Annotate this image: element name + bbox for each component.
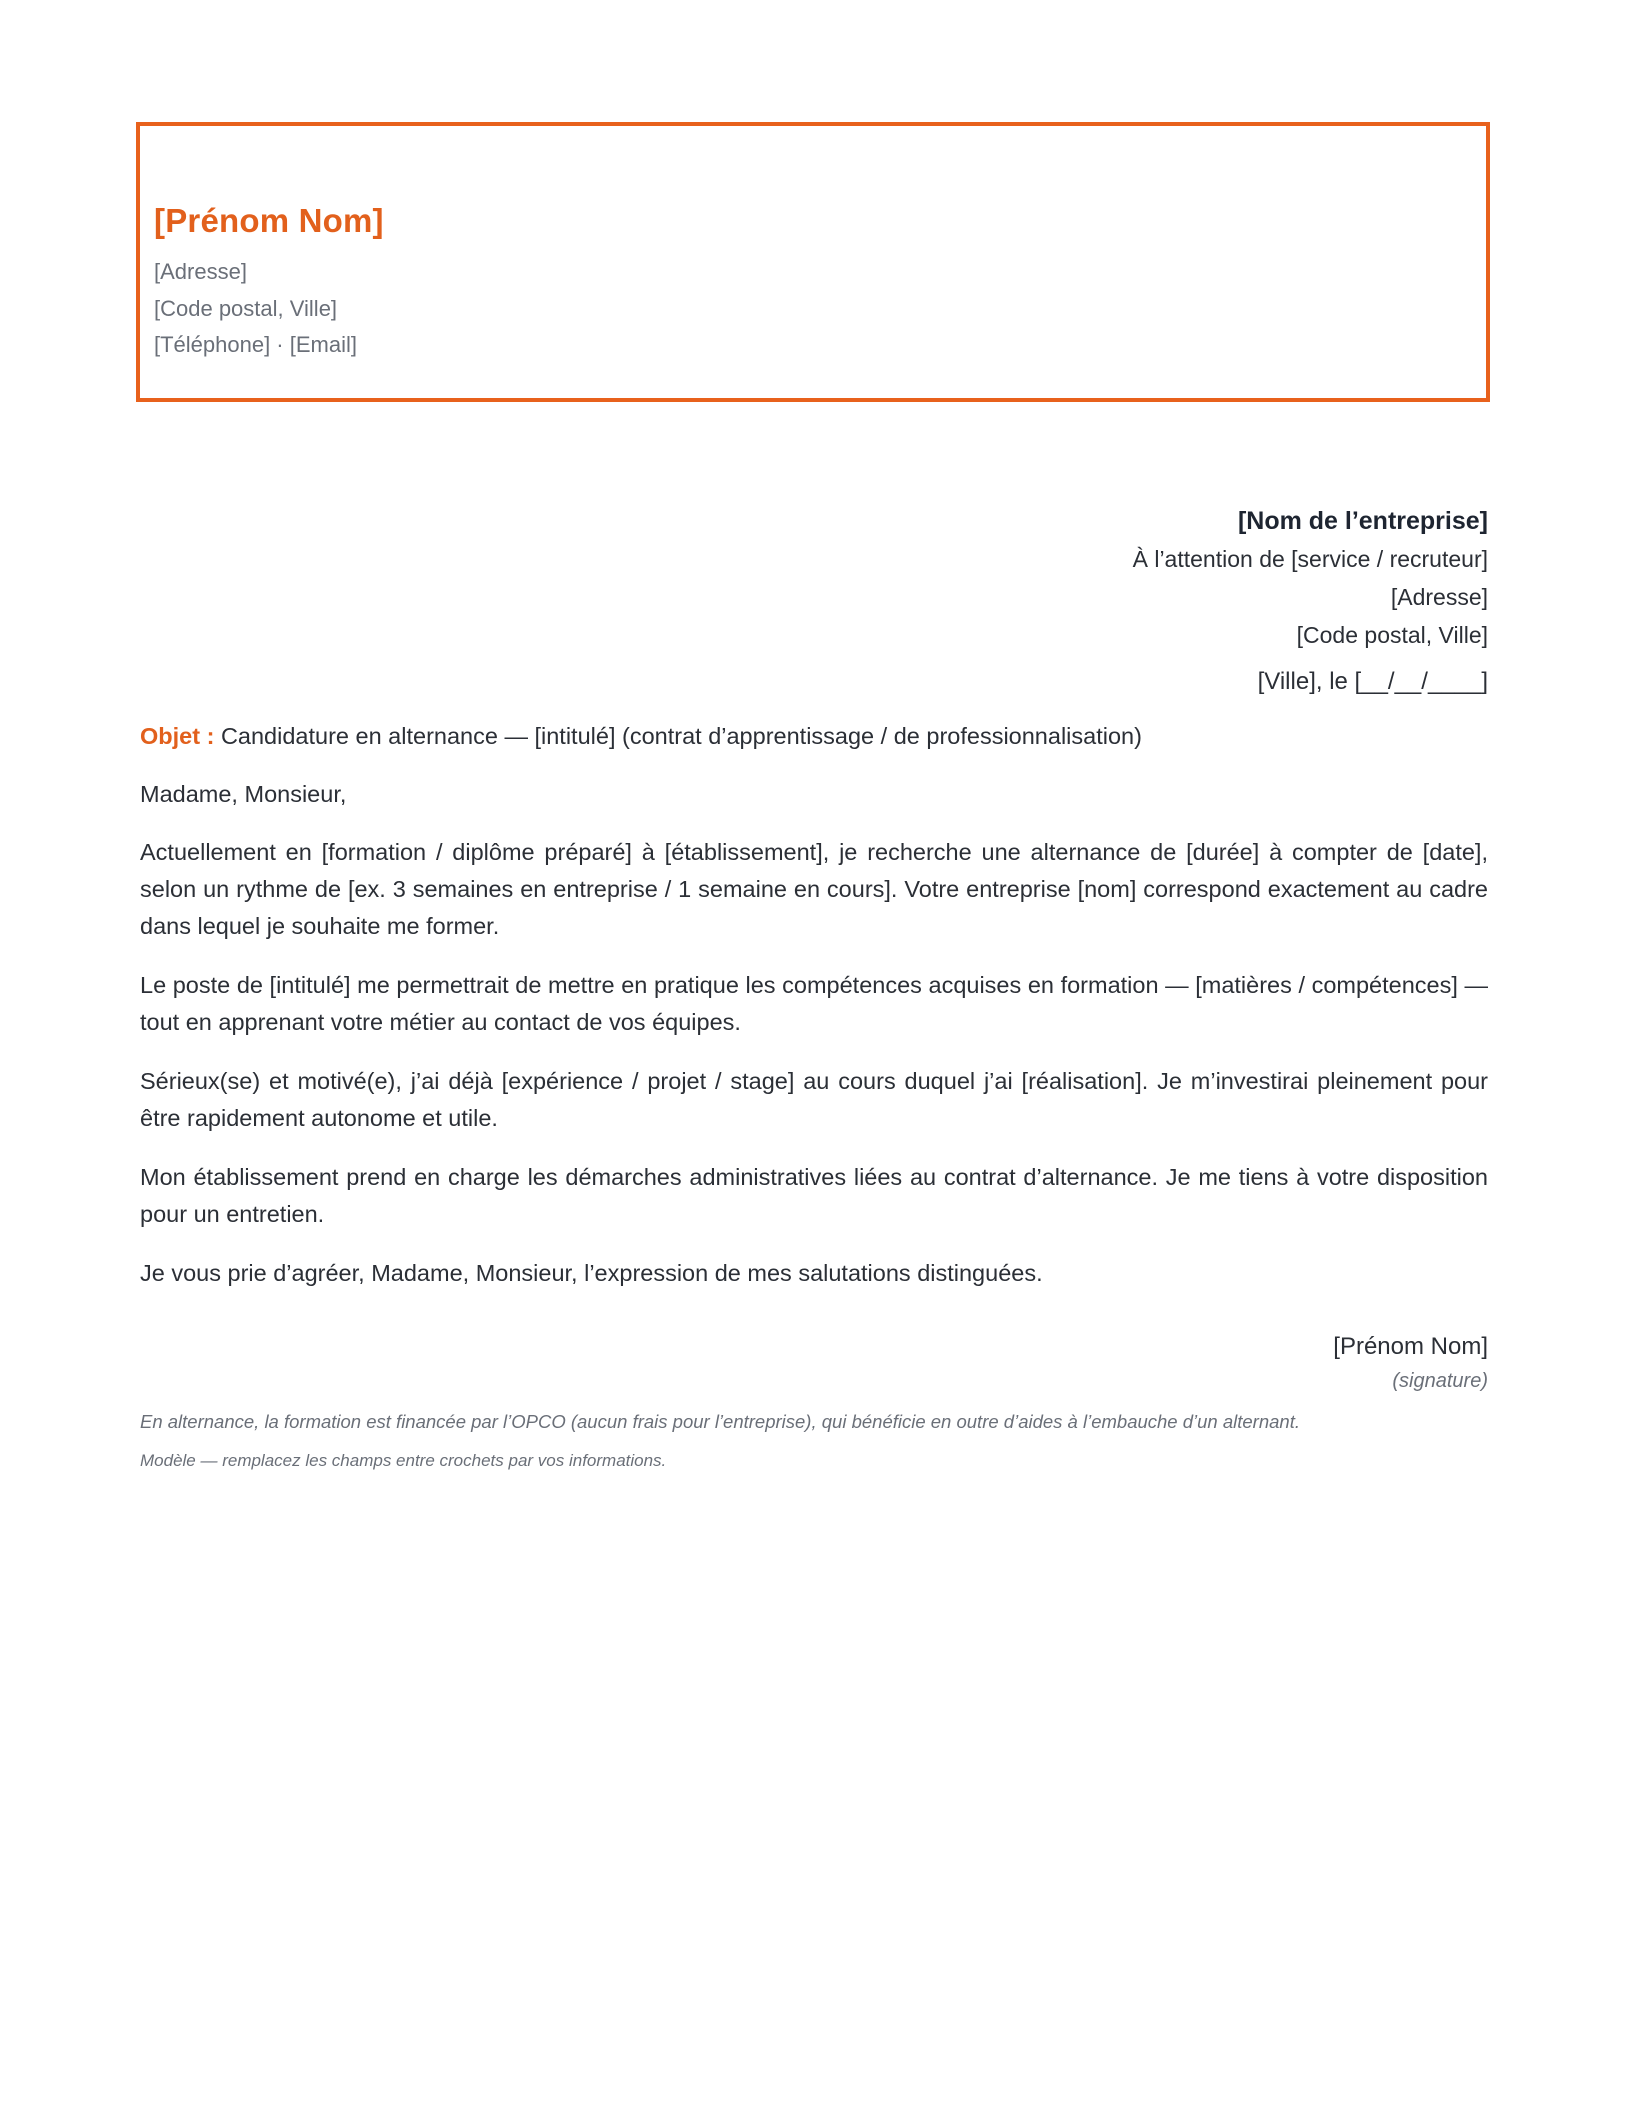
salutation: Madame, Monsieur, — [140, 781, 347, 807]
sender-city: [Code postal, Ville] — [154, 295, 338, 321]
sender-contact: [Téléphone] · [Email] — [154, 332, 357, 357]
paragraph-intro: Actuellement en [formation / diplôme préparé] à [établissement], je recherche une alternance de [durée] à compter de [date], selon un rythme de [ex. 3 semaines en entreprise / 1 semaine en cours]. Votre entreprise [nom] correspond exactement au cadre dans lequel je souhaite me former. — [140, 839, 1488, 939]
signature-name: [Prénom Nom] — [1333, 1333, 1488, 1360]
subject-line — [140, 718, 1488, 754]
date-line: [Ville], le [__/__/____] — [1257, 668, 1488, 695]
recipient-company: [Nom de l’entreprise] — [1237, 507, 1488, 535]
recipient-attention: À l’attention de [service / recruteur] — [1132, 546, 1488, 572]
signature-block — [136, 1329, 1490, 1397]
paragraph-experience: Sérieux(se) et motivé(e), j’ai déjà [expérience / projet / stage] au cours duquel j’ai [réalisation]. Je m’investirai pleinement pour être rapidement autonome et utile. — [140, 1068, 1488, 1131]
sender-address: [Adresse] — [154, 259, 247, 284]
signature-hint: (signature) — [1392, 1370, 1488, 1392]
subject-text: Candidature en alternance — [intitulé] (contrat d’apprentissage / de professionnalisation) — [214, 723, 1142, 749]
sender-name: [Prénom Nom] — [154, 202, 384, 239]
paragraph-position: Le poste de [intitulé] me permettrait de mettre en pratique les compétences acquises en formation — [matières / compétences] — tout en apprenant votre métier au contact de vos équipes. — [140, 972, 1488, 1035]
sender-header-box — [136, 122, 1490, 402]
letter-body — [136, 718, 1490, 1291]
letter-page — [136, 122, 1490, 1471]
recipient-block — [136, 502, 1490, 654]
paragraph-administration: Mon établissement prend en charge les démarches administratives liées au contrat d’alternance. Je me tiens à votre disposition pour un entretien. — [140, 1164, 1488, 1227]
recipient-address: [Adresse] — [1390, 584, 1488, 610]
subject-label: Objet : — [140, 723, 215, 749]
closing-formula: Je vous prie d’agréer, Madame, Monsieur, l’expression de mes salutations distinguées. — [140, 1260, 1043, 1286]
financing-footnote: En alternance, la formation est financée par l’OPCO (aucun frais pour l’entreprise), qui bénéficie en outre d’aides à l’embauche d’un alternant. — [140, 1411, 1300, 1432]
template-note: Modèle — remplacez les champs entre crochets par vos informations. — [140, 1451, 667, 1470]
recipient-city: [Code postal, Ville] — [1296, 622, 1488, 648]
